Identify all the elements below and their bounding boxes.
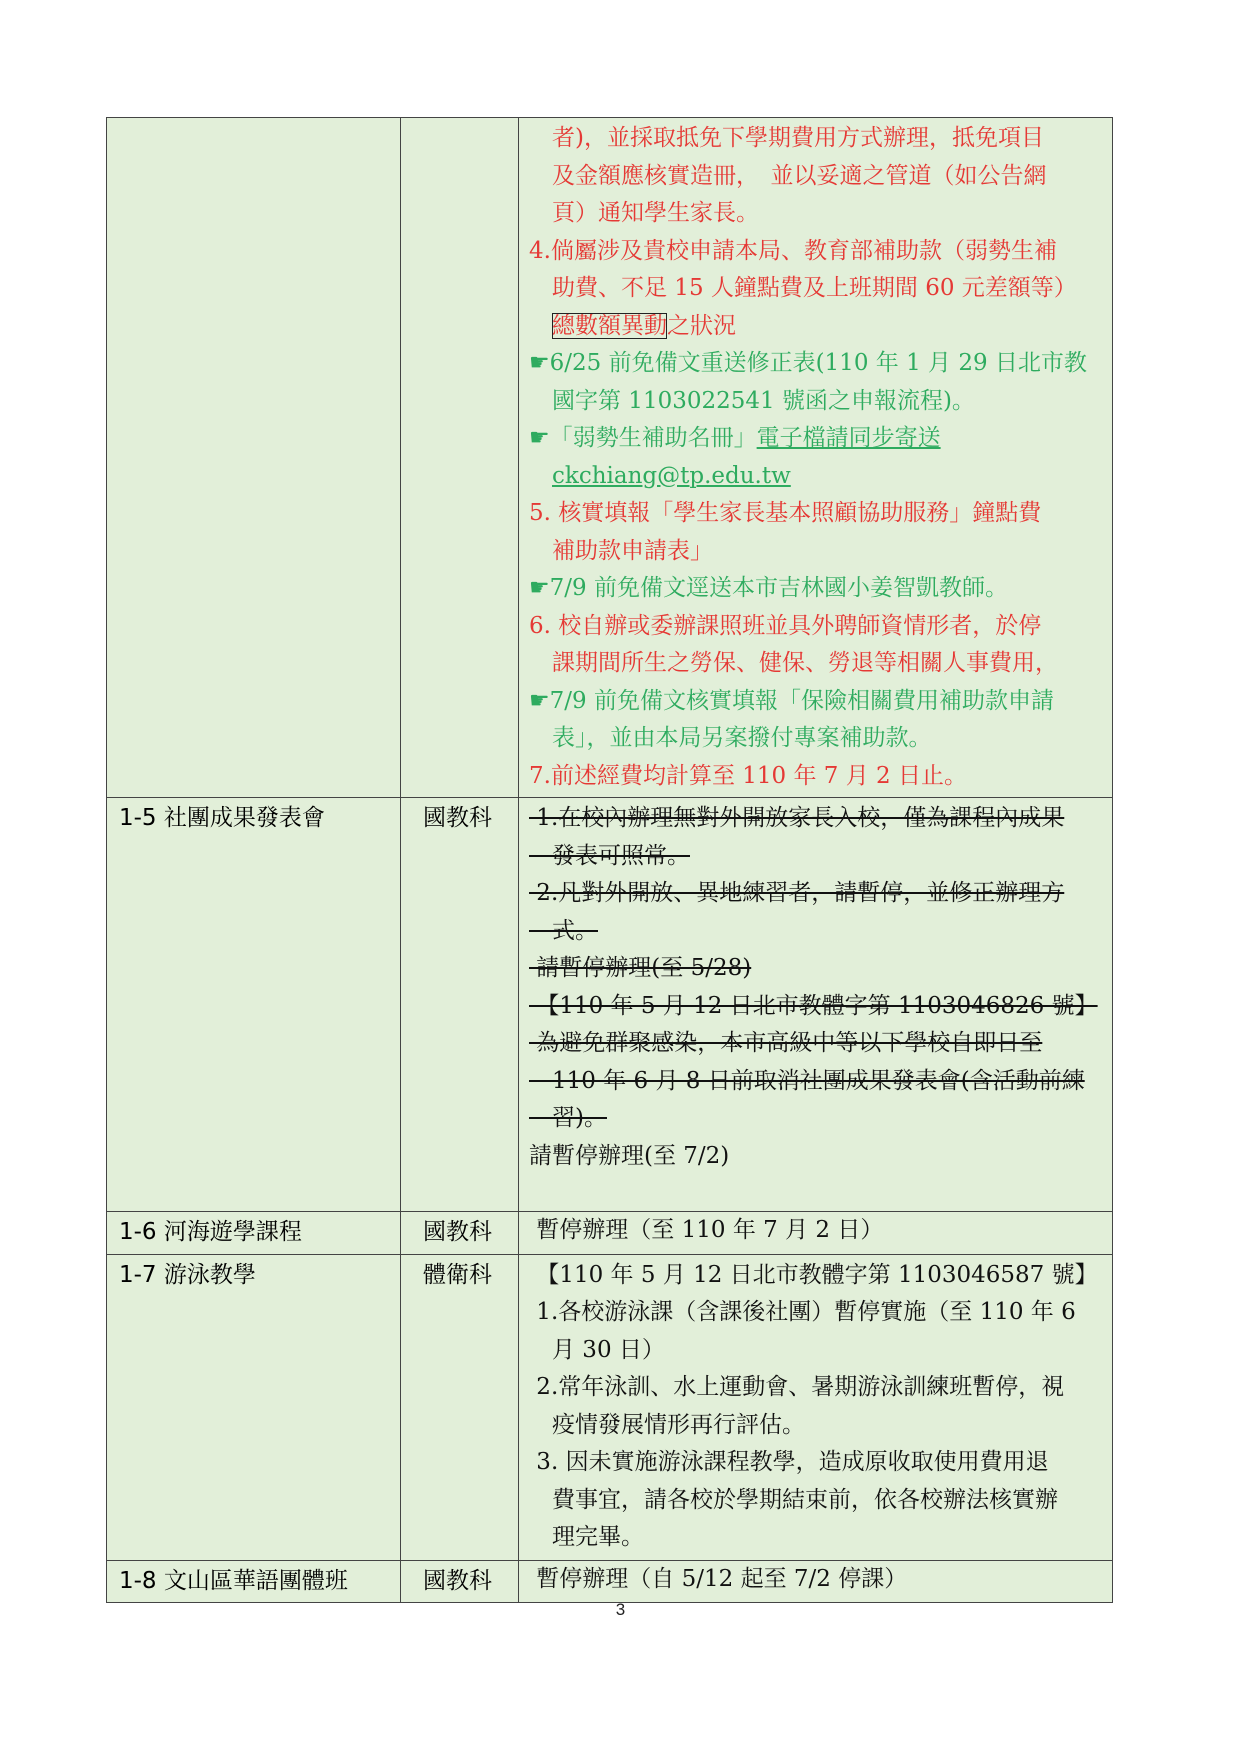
content-line: ☛7/9 前免備文逕送本市吉林國小姜智凱教師。 [529, 575, 1008, 601]
content-cell [519, 1560, 1113, 1603]
content-line: 習)。 [529, 1105, 607, 1131]
content-cell [519, 1254, 1113, 1560]
content-cell [519, 1212, 1113, 1255]
content-line: 2.常年泳訓、水上運動會、暑期游泳訓練班暫停，視 [529, 1374, 1065, 1400]
content-line: 1.在校內辦理無對外開放家長入校，僅為課程內成果 [529, 805, 1065, 831]
content-line: 1.各校游泳課（含課後社團）暫停實施（至 110 年 6 [529, 1299, 1076, 1325]
content-line: 者)，並採取抵免下學期費用方式辦理，抵免項目 [529, 125, 1044, 151]
content-line: 5. 核實填報「學生家長基本照顧協助服務」鐘點費 [529, 500, 1042, 526]
table-row [107, 118, 1113, 798]
content-line: 3. 因未實施游泳課程教學，造成原收取使用費用退 [529, 1449, 1049, 1475]
content-line: 費事宜，請各校於學期結束前，依各校辦法核實辦 [529, 1486, 1058, 1513]
measures-table [106, 117, 1113, 1603]
content-cell [519, 118, 1113, 798]
content-line: ☛6/25 前免備文重送修正表(110 年 1 月 29 日北市教 [529, 350, 1087, 376]
list-label: ☛「弱勢生補助名冊」 [529, 425, 757, 451]
dept-cell: 國教科 [401, 1212, 519, 1255]
dept-cell: 國教科 [401, 798, 519, 1212]
content-line [529, 420, 1102, 458]
content-line: 理完畢。 [529, 1524, 644, 1550]
content-line: 請暫停辦理(至 5/28) [529, 955, 752, 981]
content-line: 月 30 日） [529, 1336, 665, 1363]
content-line [529, 458, 1102, 496]
dept-cell: 體衛科 [401, 1254, 519, 1560]
content-line: 6. 校自辦或委辦課照班並具外聘師資情形者，於停 [529, 612, 1042, 639]
content-line-rest: 之狀況 [667, 312, 736, 339]
content-line: 2.凡對外開放、異地練習者，請暫停，並修正辦理方 [529, 880, 1065, 906]
content-line: 課期間所生之勞保、健保、勞退等相關人事費用， [529, 650, 1058, 676]
table-row [107, 1560, 1113, 1603]
table-row [107, 1254, 1113, 1560]
highlighted-term: 總數額異動 [552, 312, 667, 339]
content-line: 疫情發展情形再行評估。 [529, 1411, 805, 1438]
content-line: 【110 年 5 月 12 日北市教體字第 1103046826 號】 [529, 992, 1098, 1019]
item-cell: 1-6 河海遊學課程 [107, 1212, 401, 1255]
content-line: 國字第 1103022541 號函之申報流程)。 [529, 387, 975, 414]
content-line: 【110 年 5 月 12 日北市教體字第 1103046587 號】 [529, 1261, 1098, 1288]
content-line: 發表可照常。 [529, 842, 690, 869]
content-line: 助費、不足 15 人鐘點費及上班期間 60 元差額等） [529, 275, 1077, 301]
content-line: 暫停辦理（至 110 年 7 月 2 日） [529, 1217, 884, 1243]
content-line: 及金額應核實造冊， 並以妥適之管道（如公告網 [529, 162, 1047, 189]
item-cell [107, 118, 401, 798]
content-line: ☛7/9 前免備文核實填報「保險相關費用補助款申請 [529, 687, 1054, 714]
content-cell [519, 798, 1113, 1212]
item-cell: 1-5 社團成果發表會 [107, 798, 401, 1212]
content-line: 為避免群聚感染，本市高級中等以下學校自即日至 [529, 1030, 1043, 1056]
content-line: 表」，並由本局另案撥付專案補助款。 [529, 725, 932, 751]
content-line: 4.倘屬涉及貴校申請本局、教育部補助款（弱勢生補 [529, 237, 1057, 264]
dept-cell [401, 118, 519, 798]
content-line: 式。 [529, 917, 598, 944]
content-line: 暫停辦理（自 5/12 起至 7/2 停課） [529, 1565, 908, 1592]
item-cell: 1-8 文山區華語團體班 [107, 1560, 401, 1603]
item-cell: 1-7 游泳教學 [107, 1254, 401, 1560]
email-instruction-link[interactable]: 電子檔請同步寄送 [756, 425, 941, 451]
content-line: 7.前述經費均計算至 110 年 7 月 2 日止。 [529, 762, 967, 789]
page-number: 3 [615, 1600, 626, 1619]
table-row [107, 1212, 1113, 1255]
content-line: 補助款申請表」 [529, 537, 713, 564]
content-line [529, 308, 1102, 346]
email-link[interactable]: ckchiang@tp.edu.tw [552, 462, 791, 489]
content-line: 請暫停辦理(至 7/2) [529, 1142, 730, 1169]
dept-cell: 國教科 [401, 1560, 519, 1603]
table-row [107, 798, 1113, 1212]
content-line: 110 年 6 月 8 日前取消社團成果發表會(含活動前練 [529, 1067, 1085, 1094]
content-line: 頁）通知學生家長。 [529, 200, 759, 226]
